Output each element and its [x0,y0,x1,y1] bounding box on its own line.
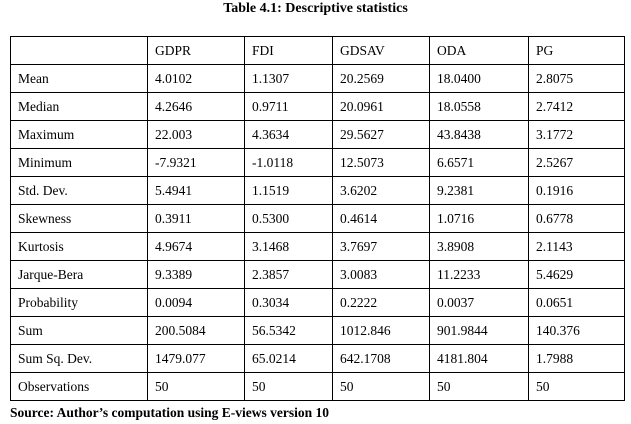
value-cell: 9.2381 [430,177,529,205]
value-cell: 3.8908 [430,233,529,261]
value-cell: 50 [430,373,529,401]
value-cell: 11.2233 [430,261,529,289]
value-cell: 12.5073 [333,149,430,177]
header-cell-oda: ODA [430,37,529,65]
table-row [11,373,625,401]
table-title: Table 4.1: Descriptive statistics [223,1,408,16]
table-header-row [11,37,625,65]
value-cell: 50 [529,373,625,401]
table-row [11,93,625,121]
descriptive-statistics-table [10,36,625,401]
value-cell: 0.3911 [148,205,245,233]
value-cell: 2.7412 [529,93,625,121]
row-label-cell: Sum Sq. Dev. [11,345,148,373]
row-label-cell: Median [11,93,148,121]
table-body [11,65,625,401]
value-cell: 4.2646 [148,93,245,121]
value-cell: 0.0651 [529,289,625,317]
value-cell: 2.1143 [529,233,625,261]
row-label-cell: Probability [11,289,148,317]
value-cell: 4.9674 [148,233,245,261]
value-cell: 20.0961 [333,93,430,121]
value-cell: 0.5300 [245,205,333,233]
value-cell: 140.376 [529,317,625,345]
value-cell: 901.9844 [430,317,529,345]
value-cell: 1.1519 [245,177,333,205]
value-cell: 3.1468 [245,233,333,261]
value-cell: 642.1708 [333,345,430,373]
header-cell-gdsav: GDSAV [333,37,430,65]
value-cell: 1479.077 [148,345,245,373]
value-cell: 3.0083 [333,261,430,289]
value-cell: 2.5267 [529,149,625,177]
row-label-cell: Kurtosis [11,233,148,261]
value-cell: 22.003 [148,121,245,149]
value-cell: 20.2569 [333,65,430,93]
row-label-cell: Mean [11,65,148,93]
row-label-cell: Skewness [11,205,148,233]
row-label-cell: Minimum [11,149,148,177]
value-cell: 3.7697 [333,233,430,261]
row-label-cell: Maximum [11,121,148,149]
value-cell: 43.8438 [430,121,529,149]
value-cell: -1.0118 [245,149,333,177]
value-cell: 4181.804 [430,345,529,373]
table-row [11,233,625,261]
value-cell: 0.0094 [148,289,245,317]
value-cell: 2.3857 [245,261,333,289]
value-cell: 0.0037 [430,289,529,317]
value-cell: 9.3389 [148,261,245,289]
value-cell: 200.5084 [148,317,245,345]
table-row [11,65,625,93]
row-label-cell: Std. Dev. [11,177,148,205]
value-cell: 0.6778 [529,205,625,233]
value-cell: 6.6571 [430,149,529,177]
value-cell: 0.4614 [333,205,430,233]
table-row [11,149,625,177]
table-row [11,121,625,149]
value-cell: 3.1772 [529,121,625,149]
value-cell: 4.0102 [148,65,245,93]
value-cell: -7.9321 [148,149,245,177]
value-cell: 1012.846 [333,317,430,345]
value-cell: 0.3034 [245,289,333,317]
value-cell: 2.8075 [529,65,625,93]
table-row [11,317,625,345]
value-cell: 5.4629 [529,261,625,289]
value-cell: 0.2222 [333,289,430,317]
value-cell: 29.5627 [333,121,430,149]
row-label-cell: Sum [11,317,148,345]
value-cell: 0.9711 [245,93,333,121]
value-cell: 50 [333,373,430,401]
table-row [11,261,625,289]
header-cell-gdpr: GDPR [148,37,245,65]
value-cell: 1.7988 [529,345,625,373]
value-cell: 50 [245,373,333,401]
value-cell: 50 [148,373,245,401]
header-cell-empty [11,37,148,65]
value-cell: 18.0558 [430,93,529,121]
value-cell: 56.5342 [245,317,333,345]
row-label-cell: Observations [11,373,148,401]
value-cell: 1.0716 [430,205,529,233]
table-row [11,205,625,233]
value-cell: 1.1307 [245,65,333,93]
value-cell: 0.1916 [529,177,625,205]
value-cell: 65.0214 [245,345,333,373]
source-note: Source: Author’s computation using E-views version 10 [10,405,330,420]
value-cell: 18.0400 [430,65,529,93]
row-label-cell: Jarque-Bera [11,261,148,289]
header-cell-pg: PG [529,37,625,65]
header-cell-fdi: FDI [245,37,333,65]
table-row [11,289,625,317]
table-row [11,345,625,373]
value-cell: 4.3634 [245,121,333,149]
value-cell: 3.6202 [333,177,430,205]
value-cell: 5.4941 [148,177,245,205]
table-row [11,177,625,205]
